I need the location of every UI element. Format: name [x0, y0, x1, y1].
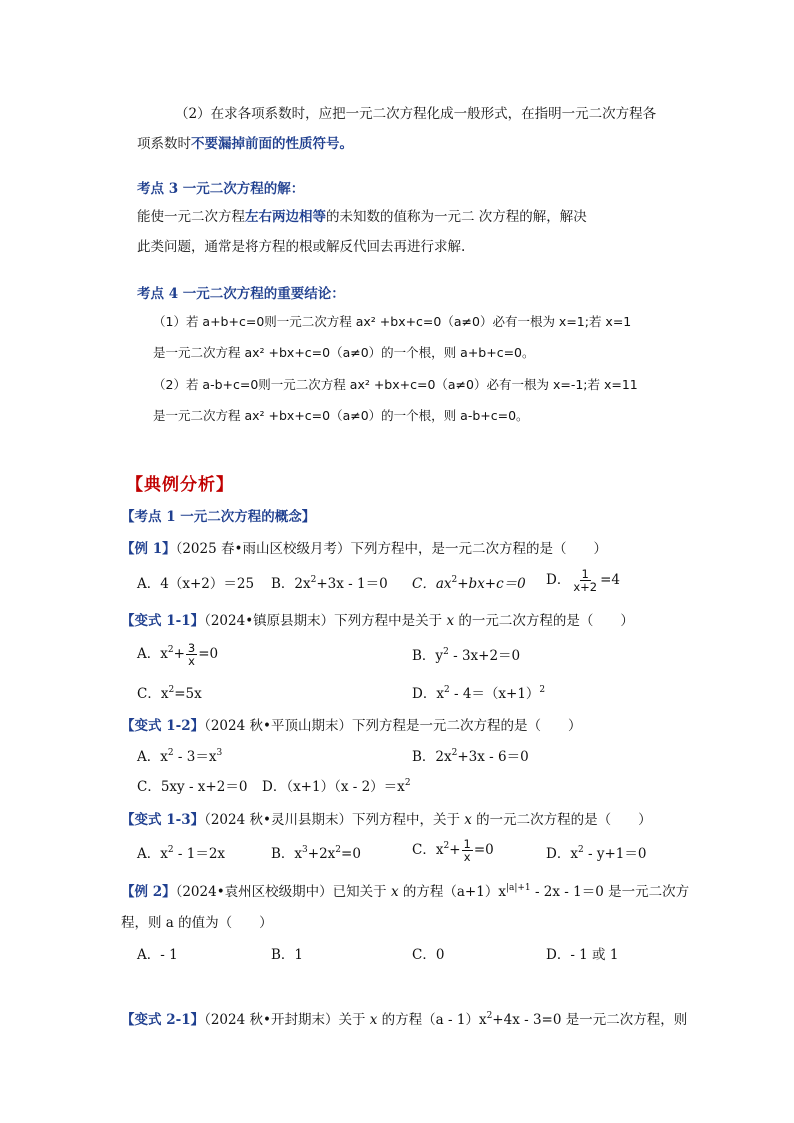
exponent: |a|+1 — [505, 883, 531, 893]
variant-1-2-option-c: C．5xy - x+2＝0 — [137, 779, 248, 795]
exponent: 2 — [167, 645, 174, 656]
exponent: 2 — [486, 1011, 493, 1021]
kp3-emphasis: 左右两边相等 — [245, 209, 326, 225]
example-2-option-b: B．1 — [271, 947, 304, 963]
exponent: 2 — [443, 841, 450, 852]
option-text: +2x — [307, 846, 336, 862]
option-text: D．x — [412, 686, 444, 702]
option-text: D．（x+1）（x - 2）＝x — [262, 779, 405, 795]
variant-1-3-option-c — [412, 838, 494, 863]
intro-emphasis: 不要漏掉前面的性质符号。 — [191, 136, 353, 152]
variant-text: 的方程（a - 1）x — [377, 1012, 487, 1028]
exponent: 2 — [404, 778, 411, 788]
option-text: B．2x — [412, 749, 452, 765]
intro-text: 项系数时 — [137, 136, 191, 152]
exponent: 2 — [443, 685, 450, 695]
variant-2-1-tag: 【变式 2-1】 — [121, 1012, 205, 1028]
option-text: + — [173, 646, 185, 663]
exponent: 3 — [302, 845, 308, 855]
variant-2-1-stem — [121, 1012, 687, 1028]
example-1-tag: 【例 1】 — [121, 541, 176, 557]
variant-1-1-stem — [121, 613, 634, 629]
variant-text: 的一元二次方程的是（ ） — [454, 613, 634, 629]
example-1-option-b — [271, 576, 388, 592]
option-text: D．x — [546, 846, 578, 862]
variant-1-3-stem — [121, 812, 652, 828]
option-text: =0 — [473, 842, 494, 859]
option-text: C．x — [137, 686, 169, 702]
variant-1-3-option-d — [546, 846, 646, 862]
variant-1-2-option-a — [137, 749, 222, 765]
option-text: A．x — [137, 846, 168, 862]
variant-1-3-option-b — [271, 846, 361, 862]
variant-1-1-option-d — [412, 686, 545, 702]
kp4-conclusion-1-line-1: （1）若 a+b+c=0则一元二次方程 ax² +bx+c=0（a≠0）必有一根为 x=1;若 x=1 — [153, 314, 632, 329]
example-text: 的方程（a+1）x — [398, 884, 506, 900]
example-2-line-2: 程，则 a 的值为（ ） — [121, 915, 273, 931]
intro-line-1: （2）在求各项系数时，应把一元二次方程化成一般形式，在指明一元二次方程各 — [175, 106, 657, 122]
option-text: A．x — [137, 646, 168, 663]
example-2-option-d: D．- 1 或 1 — [546, 947, 619, 963]
option-text: - 3＝x — [173, 749, 217, 765]
option-text: - 3x+2＝0 — [448, 648, 521, 664]
example-1-question: （2025 春•雨山区校级月考）下列方程中，是一元二次方程的是（ ） — [175, 541, 607, 557]
option-text: D． — [546, 572, 571, 589]
variant-text: （2024 秋•平顶山期末）下列方程是一元二次方程的是（ ） — [204, 718, 582, 734]
option-text: A．x — [137, 749, 168, 765]
variant-text: （2024•镇原县期末）下列方程中是关于 — [204, 613, 447, 629]
fraction — [462, 838, 473, 863]
variant-text: （2024 秋•灵川县期末）下列方程中，关于 — [204, 812, 465, 828]
example-2-option-c: C．0 — [412, 947, 445, 963]
exponent: 2 — [310, 575, 317, 585]
variant-1-3-option-a — [137, 846, 225, 862]
fraction-numerator: 1 — [463, 837, 471, 851]
exponent: 2 — [335, 845, 342, 855]
option-text: B．2x — [271, 576, 311, 592]
exponent: 2 — [451, 575, 458, 585]
fraction-numerator: 3 — [187, 641, 196, 655]
exponent: 2 — [167, 748, 174, 758]
option-text: - 4＝（x+1） — [449, 686, 540, 702]
section-title: 【典例分析】 — [126, 475, 234, 495]
fraction-denominator: x — [463, 850, 471, 865]
exponent: 3 — [216, 748, 223, 758]
example-1-option-d — [546, 568, 620, 593]
variant-1-1-option-b — [412, 648, 520, 664]
variant-1-1-option-a — [137, 642, 218, 667]
option-text: +bx+c＝0 — [457, 576, 526, 592]
option-text: =4 — [600, 572, 620, 589]
variant-1-2-option-d — [262, 779, 411, 795]
kp3-text: 的未知数的值称为一元二 次方程的解，解决 — [326, 209, 587, 225]
option-text: =5x — [174, 686, 202, 702]
fraction-numerator: 1 — [581, 567, 589, 581]
variant-text: （2024 秋•开封期末）关于 — [204, 1012, 370, 1028]
kp4-conclusion-2-line-1: （2）若 a-b+c=0则一元二次方程 ax² +bx+c=0（a≠0）必有一根为 x=-1;若 x=11 — [153, 377, 638, 392]
option-text: - y+1＝0 — [583, 846, 647, 862]
kp4-conclusion-2-line-2: 是一元二次方程 ax² +bx+c=0（a≠0）的一个根，则 a-b+c=0。 — [153, 408, 529, 423]
exponent: 2 — [443, 647, 449, 657]
kp3-text: 能使一元二次方程 — [137, 209, 245, 225]
variable-x: x — [369, 1012, 378, 1028]
example-1-stem — [121, 541, 607, 557]
kp4-conclusion-1-line-2: 是一元二次方程 ax² +bx+c=0（a≠0）的一个根，则 a+b+c=0。 — [153, 345, 535, 360]
kp3-heading: 考点 3 一元二次方程的解： — [137, 181, 305, 197]
example-2-option-a: A．- 1 — [137, 947, 178, 963]
exponent: 2 — [167, 845, 174, 855]
exponent: 2 — [577, 845, 584, 855]
variant-text: 的一元二次方程的是（ ） — [471, 812, 652, 828]
example-text: - 2x - 1＝0 是一元二次方 — [530, 884, 690, 900]
example-1-option-a: A．4（x+2）＝25 — [137, 576, 255, 592]
option-text: C．x — [412, 842, 444, 859]
option-text: +3x - 6＝0 — [457, 749, 529, 765]
example-text: （2024•袁州区校级期中）已知关于 — [175, 884, 391, 900]
kp1-heading: 【考点 1 一元二次方程的概念】 — [121, 509, 316, 525]
option-text: + — [449, 842, 461, 859]
option-text: C．ax — [412, 576, 452, 592]
variant-1-1-option-c — [137, 686, 202, 702]
fraction — [186, 642, 197, 667]
option-text: +3x - 1＝0 — [316, 576, 388, 592]
variable-x: x — [390, 884, 399, 900]
exponent: 2 — [168, 685, 175, 695]
option-text: =0 — [341, 846, 361, 862]
fraction-denominator: x — [188, 654, 195, 669]
variable-x: x — [446, 613, 455, 629]
option-text: - 1＝2x — [173, 846, 226, 862]
variant-1-2-option-b — [412, 749, 529, 765]
kp4-heading: 考点 4 一元二次方程的重要结论： — [137, 286, 345, 302]
option-text: B．y — [412, 648, 444, 664]
intro-line-2 — [137, 136, 353, 152]
variable-x: x — [464, 812, 472, 828]
variant-1-3-tag: 【变式 1-3】 — [121, 812, 205, 828]
example-2-stem — [121, 884, 689, 900]
variant-1-2-tag: 【变式 1-2】 — [121, 718, 205, 734]
variant-1-2-stem — [121, 718, 581, 734]
exponent: 2 — [539, 685, 546, 695]
variant-text: +4x - 3=0 是一元二次方程，则 — [492, 1012, 688, 1028]
option-text: B．x — [271, 846, 303, 862]
kp3-line-1 — [137, 209, 587, 225]
kp3-line-2: 此类问题，通常是将方程的根或解反代回去再进行求解. — [137, 239, 466, 255]
example-2-tag: 【例 2】 — [121, 884, 176, 900]
exponent: 2 — [451, 748, 458, 758]
fraction-denominator: x+2 — [573, 580, 598, 595]
variant-1-1-tag: 【变式 1-1】 — [121, 613, 205, 629]
option-text: =0 — [198, 646, 219, 663]
fraction — [571, 568, 599, 593]
example-1-option-c — [412, 576, 526, 592]
